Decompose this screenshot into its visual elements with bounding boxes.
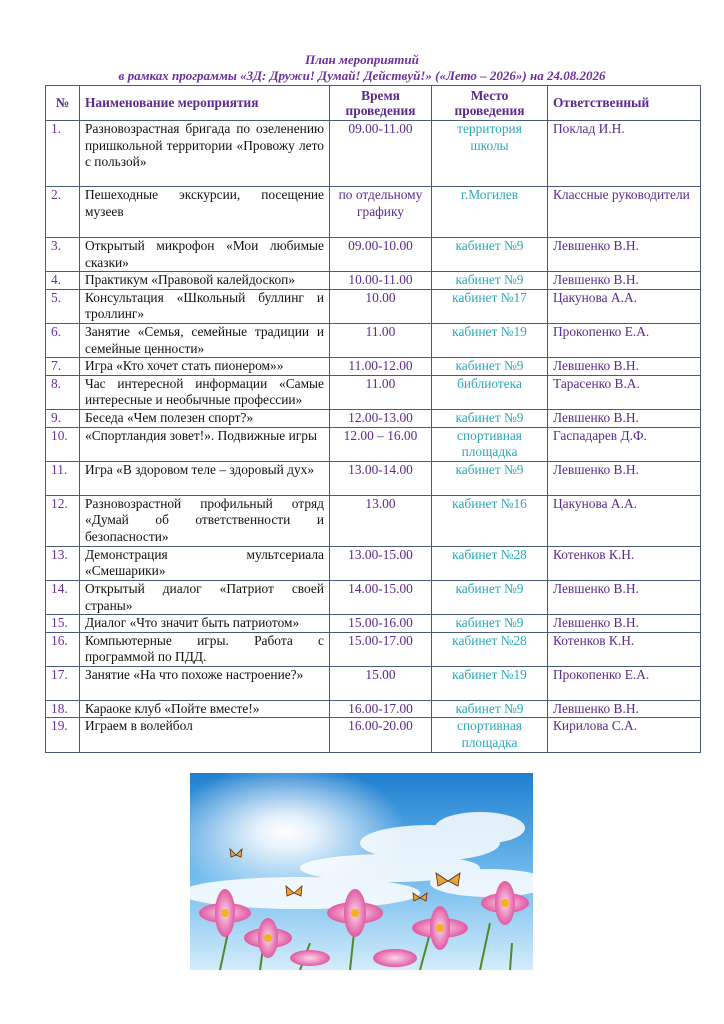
event-name: Компьютерные игры. Работа с программой по ПДД. <box>80 632 330 666</box>
row-number: 16. <box>46 632 80 666</box>
table-row <box>46 358 701 376</box>
event-name: Игра «В здоровом теле – здоровый дух» <box>80 461 330 495</box>
event-time: 12.00 – 16.00 <box>330 427 432 461</box>
event-time: 11.00-12.00 <box>330 358 432 376</box>
event-responsible: Левшенко В.Н. <box>548 358 701 376</box>
table-row <box>46 323 701 357</box>
event-time: 15.00-16.00 <box>330 615 432 633</box>
event-name: Демонстрация мультсериала «Смешарики» <box>80 546 330 580</box>
table-row <box>46 666 701 700</box>
row-number: 17. <box>46 666 80 700</box>
row-number: 15. <box>46 615 80 633</box>
event-responsible: Кирилова С.А. <box>548 718 701 752</box>
event-name: Диалог «Что значит быть патриотом» <box>80 615 330 633</box>
event-responsible: Гаспадарев Д.Ф. <box>548 427 701 461</box>
event-name: Караоке клуб «Пойте вместе!» <box>80 700 330 718</box>
row-number: 1. <box>46 121 80 187</box>
event-place: кабинет №16 <box>432 495 548 546</box>
document-title <box>0 52 724 84</box>
row-number: 12. <box>46 495 80 546</box>
row-number: 8. <box>46 375 80 409</box>
flowers-butterflies-photo <box>190 773 533 970</box>
event-time: 13.00-14.00 <box>330 461 432 495</box>
event-time: 11.00 <box>330 375 432 409</box>
event-time: 12.00-13.00 <box>330 409 432 427</box>
event-place: территория школы <box>432 121 548 187</box>
row-number: 4. <box>46 272 80 290</box>
event-place: кабинет №9 <box>432 700 548 718</box>
table-header-row <box>46 86 701 121</box>
table-row <box>46 187 701 238</box>
event-name: Пешеходные экскурсии, посещение музеев <box>80 187 330 238</box>
table-row <box>46 546 701 580</box>
event-time: 09.00-10.00 <box>330 238 432 272</box>
event-responsible: Тарасенко В.А. <box>548 375 701 409</box>
event-name: Разновозрастной профильный отряд «Думай об ответственности и безопасности» <box>80 495 330 546</box>
sky-flowers-illustration <box>190 773 533 970</box>
events-table <box>45 85 701 753</box>
table-row <box>46 718 701 752</box>
row-number: 3. <box>46 238 80 272</box>
event-name: Беседа «Чем полезен спорт?» <box>80 409 330 427</box>
event-name: Занятие «Семья, семейные традиции и семейные ценности» <box>80 323 330 357</box>
event-responsible: Прокопенко Е.А. <box>548 666 701 700</box>
header-number: № <box>46 86 80 121</box>
table-row <box>46 580 701 614</box>
title-line-1: План мероприятий <box>305 52 419 67</box>
row-number: 6. <box>46 323 80 357</box>
event-time: по отдельному графику <box>330 187 432 238</box>
event-time: 13.00-15.00 <box>330 546 432 580</box>
event-responsible: Левшенко В.Н. <box>548 580 701 614</box>
table-row <box>46 409 701 427</box>
title-line-2: в рамках программы «3Д: Дружи! Думай! Действуй!» («Лето – 2026») на 24.08.2026 <box>118 68 606 83</box>
table-row <box>46 495 701 546</box>
event-responsible: Левшенко В.Н. <box>548 238 701 272</box>
event-name: Занятие «На что похоже настроение?» <box>80 666 330 700</box>
row-number: 11. <box>46 461 80 495</box>
event-time: 15.00 <box>330 666 432 700</box>
event-responsible: Левшенко В.Н. <box>548 461 701 495</box>
event-place: кабинет №9 <box>432 238 548 272</box>
row-number: 13. <box>46 546 80 580</box>
row-number: 18. <box>46 700 80 718</box>
event-place: кабинет №19 <box>432 666 548 700</box>
table-body <box>46 121 701 753</box>
table-row <box>46 289 701 323</box>
event-time: 15.00-17.00 <box>330 632 432 666</box>
event-time: 09.00-11.00 <box>330 121 432 187</box>
event-responsible: Левшенко В.Н. <box>548 272 701 290</box>
event-responsible: Левшенко В.Н. <box>548 615 701 633</box>
event-name: Час интересной информации «Самые интересные и необычные профессии» <box>80 375 330 409</box>
event-time: 11.00 <box>330 323 432 357</box>
event-time: 14.00-15.00 <box>330 580 432 614</box>
event-place: кабинет №9 <box>432 615 548 633</box>
row-number: 10. <box>46 427 80 461</box>
event-responsible: Цакунова А.А. <box>548 495 701 546</box>
event-responsible: Котенков К.Н. <box>548 546 701 580</box>
event-time: 10.00-11.00 <box>330 272 432 290</box>
row-number: 2. <box>46 187 80 238</box>
table-row <box>46 238 701 272</box>
event-place: кабинет №9 <box>432 580 548 614</box>
event-place: кабинет №28 <box>432 546 548 580</box>
event-place: кабинет №9 <box>432 409 548 427</box>
table-row <box>46 632 701 666</box>
row-number: 5. <box>46 289 80 323</box>
event-place: г.Могилев <box>432 187 548 238</box>
event-place: библиотека <box>432 375 548 409</box>
event-responsible: Цакунова А.А. <box>548 289 701 323</box>
header-place: Место проведения <box>432 86 548 121</box>
event-place: кабинет №28 <box>432 632 548 666</box>
table-row <box>46 615 701 633</box>
event-name: Разновозрастная бригада по озеленению пришкольной территории «Провожу лето с пользой» <box>80 121 330 187</box>
row-number: 9. <box>46 409 80 427</box>
event-name: Играем в волейбол <box>80 718 330 752</box>
event-time: 10.00 <box>330 289 432 323</box>
header-responsible: Ответственный <box>548 86 701 121</box>
event-responsible: Левшенко В.Н. <box>548 700 701 718</box>
event-responsible: Левшенко В.Н. <box>548 409 701 427</box>
table-row <box>46 461 701 495</box>
row-number: 19. <box>46 718 80 752</box>
event-place: кабинет №9 <box>432 272 548 290</box>
event-place: кабинет №9 <box>432 358 548 376</box>
event-name: Игра «Кто хочет стать пионером»» <box>80 358 330 376</box>
event-place: спортивная площадка <box>432 718 548 752</box>
table-row <box>46 121 701 187</box>
event-responsible: Прокопенко Е.А. <box>548 323 701 357</box>
header-event-name: Наименование мероприятия <box>80 86 330 121</box>
table-row <box>46 427 701 461</box>
event-responsible: Котенков К.Н. <box>548 632 701 666</box>
table-row <box>46 700 701 718</box>
event-place: кабинет №17 <box>432 289 548 323</box>
event-name: Практикум «Правовой калейдоскоп» <box>80 272 330 290</box>
row-number: 7. <box>46 358 80 376</box>
header-time: Время проведения <box>330 86 432 121</box>
event-responsible: Поклад И.Н. <box>548 121 701 187</box>
table-row <box>46 375 701 409</box>
table-row <box>46 272 701 290</box>
event-place: кабинет №9 <box>432 461 548 495</box>
event-name: Консультация «Школьный буллинг и троллинг» <box>80 289 330 323</box>
event-name: «Спортландия зовет!». Подвижные игры <box>80 427 330 461</box>
event-time: 16.00-20.00 <box>330 718 432 752</box>
event-name: Открытый микрофон «Мои любимые сказки» <box>80 238 330 272</box>
event-name: Открытый диалог «Патриот своей страны» <box>80 580 330 614</box>
event-time: 13.00 <box>330 495 432 546</box>
event-place: кабинет №19 <box>432 323 548 357</box>
row-number: 14. <box>46 580 80 614</box>
event-place: спортивная площадка <box>432 427 548 461</box>
event-time: 16.00-17.00 <box>330 700 432 718</box>
event-responsible: Классные руководители <box>548 187 701 238</box>
